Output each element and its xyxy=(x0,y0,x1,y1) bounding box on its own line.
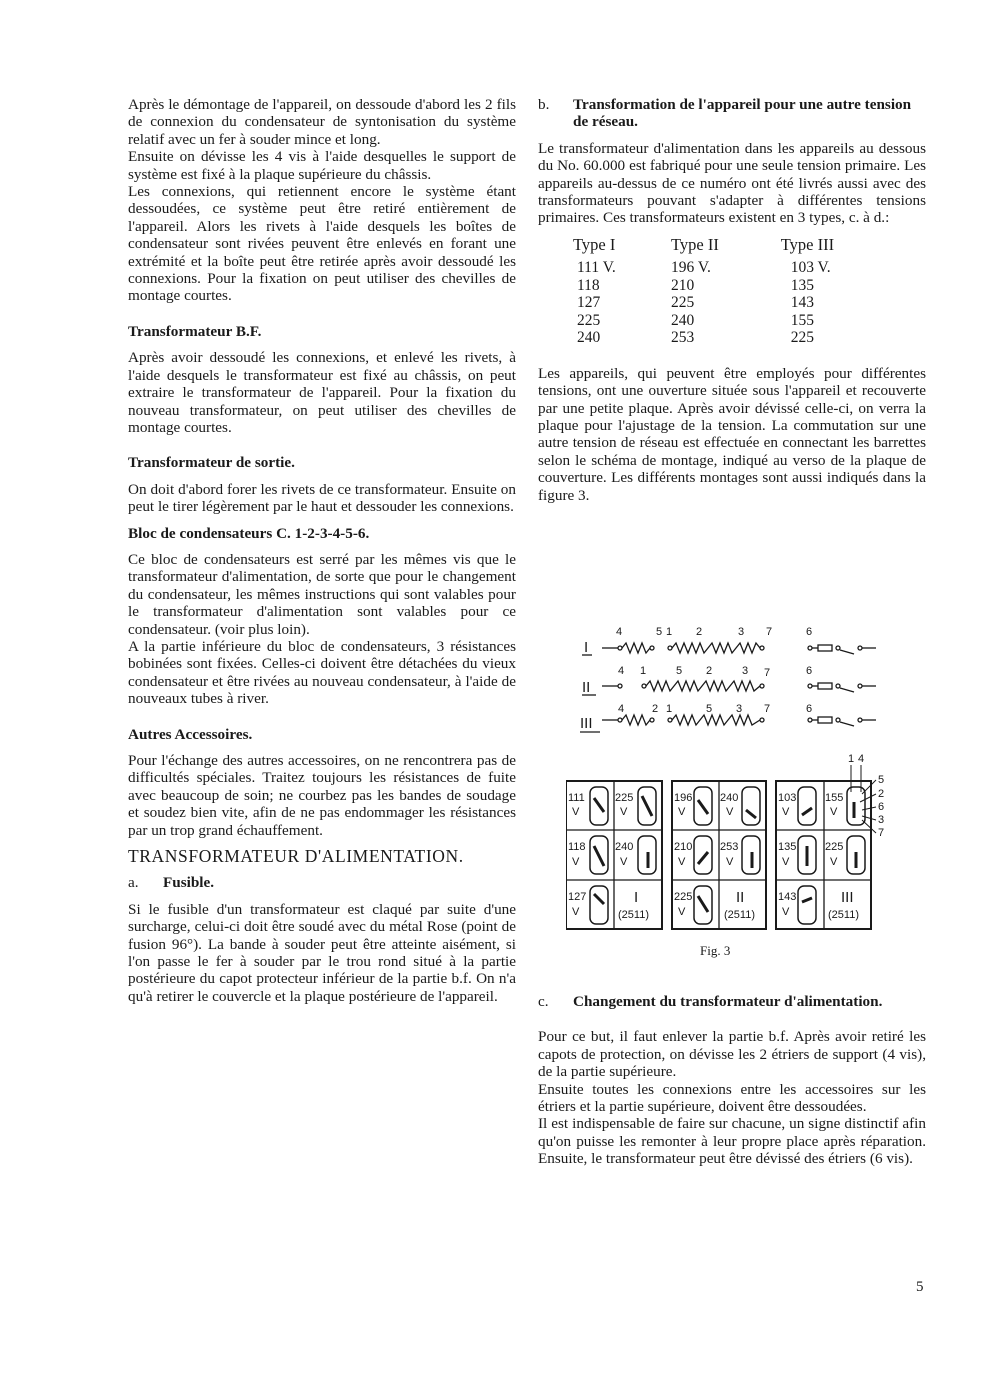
table-cell: 111 V. xyxy=(577,259,616,277)
table-row xyxy=(573,277,903,295)
table-cell: 118 xyxy=(577,276,600,294)
voltage-labels xyxy=(568,753,884,921)
wiring-diagram-figure xyxy=(566,620,936,940)
svg-text:7: 7 xyxy=(764,667,771,679)
svg-text:6: 6 xyxy=(806,703,813,715)
subsection-a-heading: Fusible. xyxy=(163,874,215,892)
svg-text:V: V xyxy=(572,856,580,868)
svg-text:1: 1 xyxy=(666,703,673,715)
table-row xyxy=(573,259,903,277)
svg-text:7: 7 xyxy=(878,827,885,839)
svg-text:3: 3 xyxy=(742,665,749,677)
svg-text:(2511): (2511) xyxy=(828,909,859,921)
table-cell: 240 xyxy=(577,329,601,347)
svg-text:I: I xyxy=(584,639,589,656)
schematic-row-2 xyxy=(582,665,876,696)
svg-text:111: 111 xyxy=(568,792,585,804)
subsection-b xyxy=(538,96,926,131)
svg-text:V: V xyxy=(726,806,734,818)
right-column-section-c xyxy=(538,993,926,1168)
table-cell: 253 xyxy=(671,329,695,347)
svg-text:6: 6 xyxy=(806,665,813,677)
svg-text:225: 225 xyxy=(615,792,634,804)
svg-text:III: III xyxy=(841,889,854,906)
subsection-b-label: b. xyxy=(538,96,550,113)
svg-text:V: V xyxy=(572,806,580,818)
bloc-paragraph-2: A la partie inférieure du bloc de condensateurs, 3 résistances bobinées sont fixées. Celles-ci doivent être détachées du vieux condensateur et être rivées au nouveau condensateur, à l'aide de nouveaux tubes à river. xyxy=(128,637,516,708)
svg-text:5: 5 xyxy=(676,665,683,677)
svg-text:1: 1 xyxy=(848,753,855,765)
intro-paragraph-3: Les connexions, qui retiennent encore le système étant dessoudées, ce système peut être retiré entièrement de l'appareil. Alors les rivets à l'aide desquels les boîtes de condensateur sont rivées peuvent être enlevés en forant une extrémité et la boîte peut être retirée après avoir dessoudé les connexions. Pour la fixation on peut utiliser des chevilles de montage courtes. xyxy=(128,183,516,305)
svg-text:3: 3 xyxy=(878,814,885,826)
svg-text:4: 4 xyxy=(858,753,865,765)
subsection-c-label: c. xyxy=(538,993,549,1010)
svg-text:V: V xyxy=(620,806,628,818)
subsection-a-label: a. xyxy=(128,874,139,892)
table-cell: 127 xyxy=(577,294,601,312)
svg-text:5: 5 xyxy=(878,774,885,786)
svg-text:7: 7 xyxy=(766,626,773,638)
svg-text:(2511): (2511) xyxy=(618,909,649,921)
fusible-paragraph: Si le fusible d'un transformateur est claqué par suite d'une surcharge, celui-ci doit être soudé avec du métal Rose (point de fusion 96°). La bande à souder peut être atteinte aisément, si l'on passe le fer à souder par le trou rond situé à la partie postérieure du capot protecteur inférieur de la partie b.f. On n'a qu'à retirer le couvercle et la plaque postérieure de l'appareil. xyxy=(128,900,516,1005)
svg-text:5: 5 xyxy=(706,703,713,715)
page-number: 5 xyxy=(916,1279,924,1295)
svg-text:2: 2 xyxy=(878,788,885,800)
c-paragraph-3: Il est indispensable de faire sur chacune, un signe distinctif afin qu'on puisse les remonter à leur propre place après réparation. Ensuite, le transformateur peut être dévissé des étriers (6 vis). xyxy=(538,1115,926,1168)
svg-text:V: V xyxy=(830,806,838,818)
svg-text:V: V xyxy=(678,856,686,868)
figure-caption: Fig. 3 xyxy=(700,943,731,958)
section-heading-alimentation: TRANSFORMATEUR D'ALIMENTATION. xyxy=(128,846,464,867)
svg-text:V: V xyxy=(830,856,838,868)
svg-text:3: 3 xyxy=(736,703,743,715)
heading-autres-accessoires: Autres Accessoires. xyxy=(128,725,253,743)
autres-paragraph: Pour l'échange des autres accessoires, on ne rencontrera pas de difficultés spéciales. Traitez toujours les résistances de fuite avec beaucoup de soin; ne courbez pas les bandes de soudage et soudez bien vite, afin de ne pas endommager les résistances par un trop grand échauffement. xyxy=(128,752,516,839)
b-paragraph-1: Le transformateur d'alimentation dans les appareils au dessous du No. 60.000 est fabriqué pour une seule tension primaire. Les appareils au-dessus de ce numéro ont été livrés aussi avec des transformateurs pouvant s'adapter à différentes tensions primaires. Ces transformateurs existent en 3 types, c. à d.: xyxy=(538,139,926,227)
svg-text:2: 2 xyxy=(706,665,713,677)
svg-text:(2511): (2511) xyxy=(724,909,755,921)
svg-text:II: II xyxy=(736,889,745,906)
svg-text:2: 2 xyxy=(652,703,659,715)
svg-text:I: I xyxy=(634,889,639,906)
svg-text:240: 240 xyxy=(615,841,634,853)
intro-paragraph-1: Après le démontage de l'appareil, on dessoude d'abord les 2 fils de connexion du condensateur de syntonisation du système relatif avec un fer à souder mince et long. xyxy=(128,96,516,148)
svg-text:4: 4 xyxy=(618,665,625,677)
bf-paragraph: Après avoir dessoudé les connexions, et enlevé les rivets, à l'aide desquels le transformateur est fixé au châssis, on peut extraire le transformateur de l'appareil. Pour la fixation du nouveau transformateur, on peut utiliser des chevilles de montage courtes. xyxy=(128,349,516,436)
right-column xyxy=(538,96,926,504)
svg-text:1: 1 xyxy=(666,626,673,638)
svg-text:253: 253 xyxy=(720,841,739,853)
svg-text:135: 135 xyxy=(778,841,797,853)
subsection-c xyxy=(538,993,926,1010)
left-column xyxy=(128,96,516,1005)
svg-text:V: V xyxy=(678,806,686,818)
table-cell: 196 V. xyxy=(671,259,711,277)
table-cell: 240 xyxy=(671,311,695,329)
svg-text:6: 6 xyxy=(806,626,813,638)
svg-text:6: 6 xyxy=(878,801,885,813)
table-cell: 155 xyxy=(790,311,814,329)
svg-text:240: 240 xyxy=(720,792,739,804)
bloc-paragraph-1: Ce bloc de condensateurs est serré par les mêmes vis que le transformateur d'alimentation, de sorte que pour le changement du condensateur, les mêmes instructions qui sont valables pour le transformateur d'alimentation sont valables pour ce condensateur. (voir plus loin). xyxy=(128,550,516,638)
table-cell: 135 xyxy=(790,276,814,294)
svg-text:143: 143 xyxy=(778,891,797,903)
sortie-paragraph: On doit d'abord forer les rivets de ce transformateur. Ensuite on peut le tirer légèrement par le haut et dessouder les connexions. xyxy=(128,480,516,516)
svg-text:225: 225 xyxy=(674,891,693,903)
svg-text:V: V xyxy=(782,856,790,868)
table-row xyxy=(573,329,903,347)
subsection-c-heading: Changement du transformateur d'alimentation. xyxy=(573,993,883,1010)
subsection-a xyxy=(128,874,516,891)
svg-text:3: 3 xyxy=(738,626,745,638)
figure-3 xyxy=(566,620,936,940)
svg-text:1: 1 xyxy=(640,665,647,677)
svg-text:V: V xyxy=(620,856,628,868)
svg-text:II: II xyxy=(582,679,591,696)
col-header-type-3: Type III xyxy=(780,234,835,254)
table-row xyxy=(573,294,903,312)
svg-text:103: 103 xyxy=(778,792,797,804)
svg-text:V: V xyxy=(782,806,790,818)
svg-text:V: V xyxy=(782,906,790,918)
svg-text:III: III xyxy=(580,715,593,732)
table-row xyxy=(573,312,903,330)
col-header-type-1: Type I xyxy=(573,234,616,254)
svg-text:V: V xyxy=(572,906,580,918)
svg-text:5: 5 xyxy=(656,626,663,638)
intro-paragraph-2: Ensuite on dévisse les 4 vis à l'aide desquelles le support de système est fixé à la plaque supérieure du châssis. xyxy=(128,148,516,183)
svg-text:210: 210 xyxy=(674,841,693,853)
svg-text:155: 155 xyxy=(825,792,844,804)
svg-text:4: 4 xyxy=(616,626,623,638)
svg-text:196: 196 xyxy=(674,792,693,804)
svg-text:225: 225 xyxy=(825,841,844,853)
col-header-type-2: Type II xyxy=(671,234,719,254)
svg-text:2: 2 xyxy=(696,626,703,638)
table-cell: 225 xyxy=(577,311,601,329)
svg-text:4: 4 xyxy=(618,703,625,715)
table-cell: 225 xyxy=(790,329,814,347)
c-paragraph-2: Ensuite toutes les connexions entre les accessoires sur les étriers et la partie supérieure, doivent être dessoudées. xyxy=(538,1080,926,1116)
heading-bloc-condensateurs: Bloc de condensateurs C. 1-2-3-4-5-6. xyxy=(128,524,370,542)
schematic-row-1 xyxy=(582,626,876,656)
svg-text:127: 127 xyxy=(568,891,587,903)
b-paragraph-2: Les appareils, qui peuvent être employés pour différentes tensions, ont une ouverture située sous l'appareil et recouverte par une petite plaque. Après avoir dévissé celle-ci, on verra la plaque pour l'ajustage de la tension. La commutation sur une autre tension de réseau est effectuée en connectant les barrettes selon le schéma de montage, indiqué au verso de la plaque de couverture. Les différents montages sont aussi indiqués dans la figure 3. xyxy=(538,364,926,504)
table-cell: 210 xyxy=(671,276,695,294)
heading-transformateur-sortie: Transformateur de sortie. xyxy=(128,454,295,472)
c-paragraph-1: Pour ce but, il faut enlever la partie b.f. Après avoir retiré les capots de protection, on dévisse les 2 étriers de support (4 vis), de la partie supérieure. xyxy=(538,1028,926,1081)
subsection-b-heading: Transformation de l'appareil pour une autre tension de réseau. xyxy=(573,96,912,131)
svg-text:V: V xyxy=(678,906,686,918)
table-cell: 225 xyxy=(671,294,695,312)
schematic-row-3 xyxy=(580,703,876,732)
svg-text:V: V xyxy=(726,856,734,868)
table-cell: 103 V. xyxy=(790,259,831,277)
svg-text:7: 7 xyxy=(764,703,771,715)
transformer-types-table xyxy=(573,236,903,347)
svg-text:118: 118 xyxy=(568,841,586,853)
table-cell: 143 xyxy=(790,294,814,312)
heading-transformateur-bf: Transformateur B.F. xyxy=(128,322,262,340)
